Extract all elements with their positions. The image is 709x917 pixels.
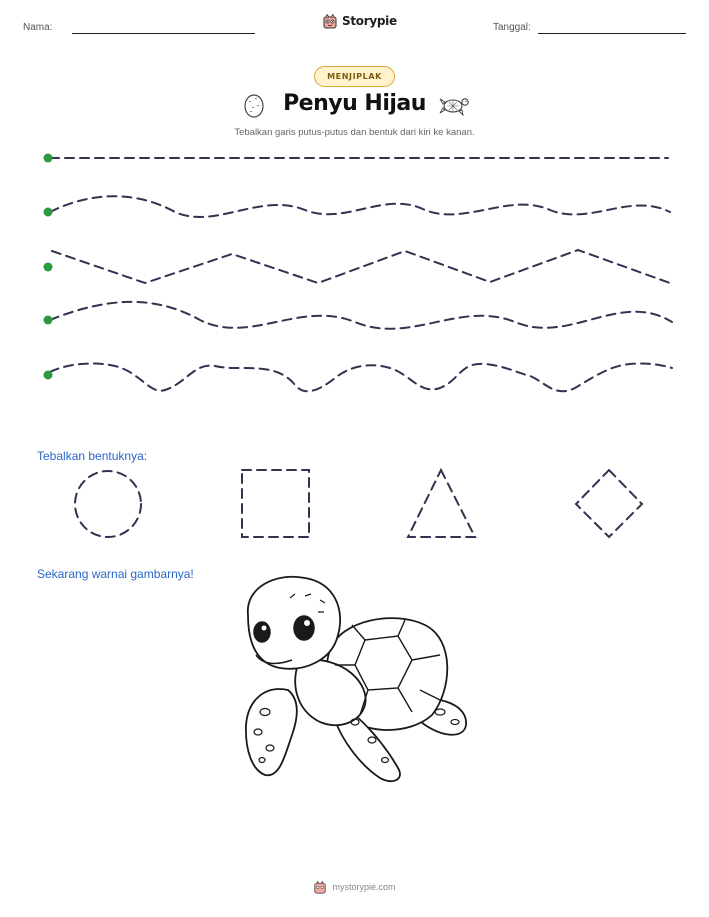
start-dot-3 bbox=[44, 263, 53, 272]
worksheet-header bbox=[0, 0, 709, 50]
footer-url[interactable]: mystorypie.com bbox=[332, 882, 396, 892]
footer bbox=[0, 880, 709, 894]
trace-triangle[interactable] bbox=[408, 470, 475, 537]
name-field[interactable] bbox=[72, 33, 255, 34]
date-field[interactable] bbox=[538, 33, 686, 34]
trace-line-large-wave[interactable] bbox=[50, 302, 672, 329]
trace-circle[interactable] bbox=[75, 471, 141, 537]
trace-line-wave[interactable] bbox=[50, 196, 670, 217]
shapes-area bbox=[0, 460, 709, 550]
start-dot-4 bbox=[44, 316, 53, 325]
mascot-logo-icon bbox=[313, 880, 327, 894]
start-dot-2 bbox=[44, 208, 53, 217]
trace-line-zigzag[interactable] bbox=[52, 250, 670, 283]
date-label: Tanggal: bbox=[493, 22, 531, 33]
sea-turtle-coloring-icon[interactable] bbox=[238, 570, 470, 784]
trace-line-bumpy-wave[interactable] bbox=[50, 363, 672, 391]
brand-logo bbox=[322, 13, 397, 29]
start-dot-1 bbox=[44, 154, 53, 163]
name-label: Nama: bbox=[23, 22, 53, 33]
tracing-area bbox=[0, 140, 709, 400]
shapes-label: Tebalkan bentuknya: bbox=[37, 449, 148, 463]
activity-badge: MENJIPLAK bbox=[314, 66, 395, 87]
mascot-logo-icon bbox=[322, 13, 338, 29]
trace-diamond[interactable] bbox=[576, 470, 642, 537]
page-title: Penyu Hijau bbox=[283, 91, 426, 116]
brand-name: Storypie bbox=[342, 14, 397, 28]
start-dot-5 bbox=[44, 371, 53, 380]
coloring-label: Sekarang warnai gambarnya! bbox=[37, 567, 194, 581]
instructions: Tebalkan garis putus-putus dan bentuk dari kiri ke kanan. bbox=[234, 127, 475, 138]
trace-square[interactable] bbox=[242, 470, 309, 537]
turtle-icon bbox=[437, 94, 471, 116]
